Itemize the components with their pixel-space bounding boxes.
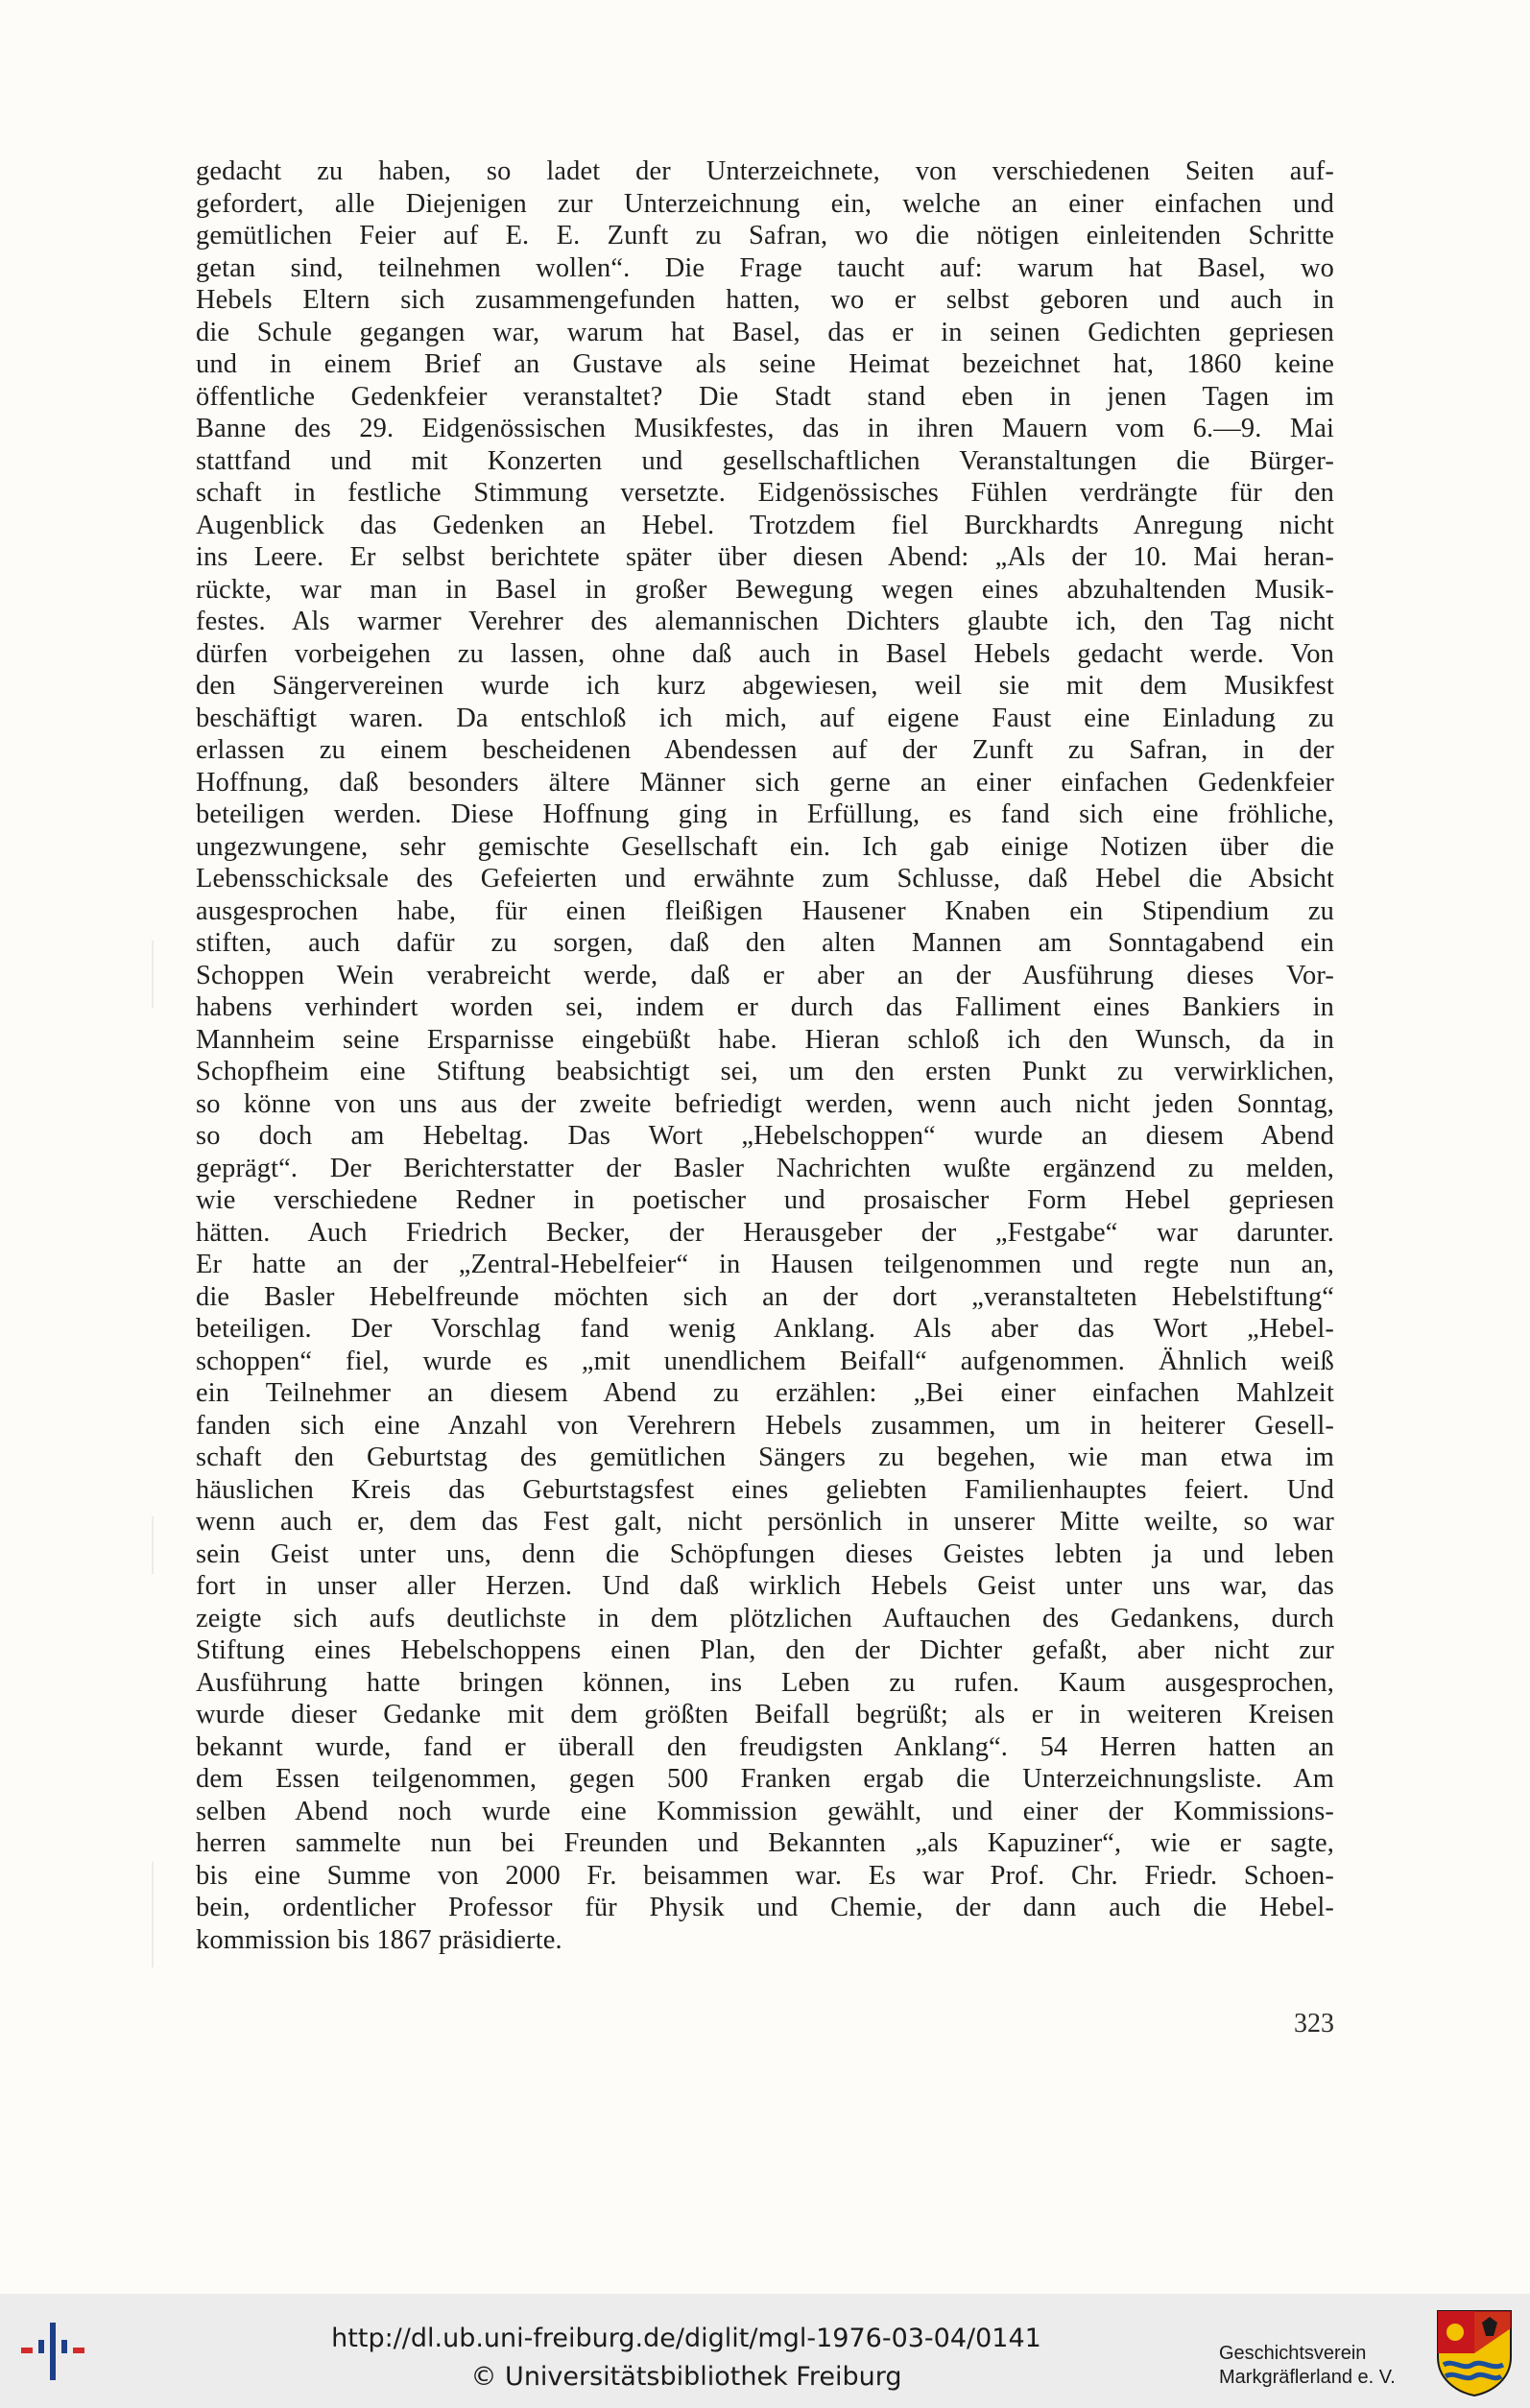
text-line: stiften, auch dafür zu sorgen, daß den alten Mannen am Sonntagabend ein	[196, 928, 1334, 958]
text-line: Hebels Eltern sich zusammengefunden hatten, wo er selbst geboren und auch in	[196, 285, 1334, 315]
text-line: dürfen vorbeigehen zu lassen, ohne daß auch in Basel Hebels gedacht werde. Von	[196, 638, 1334, 669]
text-line: gemütlichen Feier auf E. E. Zunft zu Safran, wo die nötigen einleitenden Schritte	[196, 221, 1334, 250]
permalink-url[interactable]: http://dl.ub.uni-freiburg.de/diglit/mgl-1976-03-04/0141	[331, 2324, 1041, 2353]
text-line: hätten. Auch Friedrich Becker, der Herausgeber der „Festgabe“ war darunter.	[196, 1217, 1334, 1248]
text-line: schaft in festliche Stimmung versetzte. Eidgenössisches Fühlen verdrängte für den	[196, 478, 1334, 508]
text-line: getan sind, teilnehmen wollen“. Die Frage taucht auf: warum hat Basel, wo	[196, 252, 1334, 283]
text-line: Banne des 29. Eidgenössischen Musikfestes, das in ihren Mauern vom 6.—9. Mai	[196, 414, 1334, 443]
text-line: so doch am Hebeltag. Das Wort „Hebelschoppen“ wurde an diesem Abend	[196, 1121, 1334, 1151]
text-line: ins Leere. Er selbst berichtete später über diesen Abend: „Als der 10. Mai heran-	[196, 542, 1334, 572]
body-text	[196, 155, 1334, 1956]
text-line: ein Teilnehmer an diesem Abend zu erzählen: „Bei einer einfachen Mahlzeit	[196, 1378, 1334, 1408]
scan-edge-mark	[152, 1862, 154, 1967]
text-line: Mannheim seine Ersparnisse eingebüßt habe. Hieran schloß ich den Wunsch, da in	[196, 1024, 1334, 1055]
text-line: Stiftung eines Hebelschoppens einen Plan, den der Dichter gefaßt, aber nicht zur	[196, 1635, 1334, 1665]
text-line: erlassen zu einem bescheidenen Abendessen auf der Zunft zu Safran, in der	[196, 735, 1334, 765]
text-line: fanden sich eine Anzahl von Verehrern Hebels zusammen, um in heiterer Gesell-	[196, 1410, 1334, 1441]
text-line: kommission bis 1867 präsidierte.	[196, 1924, 562, 1955]
text-line: die Schule gegangen war, warum hat Basel, das er in seinen Gedichten gepriesen	[196, 317, 1334, 347]
text-line: sein Geist unter uns, denn die Schöpfungen dieses Geistes lebten ja und leben	[196, 1538, 1334, 1569]
page-number: 323	[1294, 2009, 1334, 2038]
text-line: ausgesprochen habe, für einen fleißigen Hausener Knaben ein Stipendium zu	[196, 895, 1334, 926]
text-line: ungezwungene, sehr gemischte Gesellschaft ein. Ich gab einige Notizen über die	[196, 831, 1334, 862]
copyright-notice: © Universitätsbibliothek Freiburg	[470, 2362, 902, 2392]
scan-edge-mark	[152, 941, 154, 1008]
text-line: festes. Als warmer Verehrer des alemannischen Dichters glaubte ich, den Tag nicht	[196, 607, 1334, 636]
text-line: beteiligen werden. Diese Hoffnung ging in Erfüllung, es fand sich eine fröhliche,	[196, 799, 1334, 829]
text-line: stattfand und mit Konzerten und gesellschaftlichen Veranstaltungen die Bürger-	[196, 445, 1334, 476]
scan-edge-mark	[152, 1516, 154, 1574]
text-line: bis eine Summe von 2000 Fr. beisammen war. Es war Prof. Chr. Friedr. Schoen-	[196, 1860, 1334, 1891]
text-line: rückte, war man in Basel in großer Bewegung wegen eines abzuhaltenden Musik-	[196, 574, 1334, 605]
ub-freiburg-logo-icon[interactable]	[19, 2319, 98, 2384]
text-line: und in einem Brief an Gustave als seine Heimat bezeichnet hat, 1860 keine	[196, 349, 1334, 379]
text-line: dem Essen teilgenommen, gegen 500 Franken ergab die Unterzeichnungsliste. Am	[196, 1764, 1334, 1794]
text-line: wurde dieser Gedanke mit dem größten Beifall begrüßt; als er in weiteren Kreisen	[196, 1700, 1334, 1729]
text-line: die Basler Hebelfreunde möchten sich an der dort „veranstalteten Hebelstiftung“	[196, 1281, 1334, 1312]
text-line: selben Abend noch wurde eine Kommission gewählt, und einer der Kommissions-	[196, 1796, 1334, 1826]
text-line: häuslichen Kreis das Geburtstagsfest eines geliebten Familienhauptes feiert. Und	[196, 1474, 1334, 1505]
society-name-line: Markgräflerland e. V.	[1219, 2367, 1396, 2388]
text-line: wenn auch er, dem das Fest galt, nicht persönlich in unserer Mitte weilte, so war	[196, 1507, 1334, 1537]
text-line: bein, ordentlicher Professor für Physik und Chemie, der dann auch die Hebel-	[196, 1893, 1334, 1922]
text-line: öffentliche Gedenkfeier veranstaltet? Die Stadt stand eben in jenen Tagen im	[196, 381, 1334, 412]
text-line: gedacht zu haben, so ladet der Unterzeichnete, von verschiedenen Seiten auf-	[196, 156, 1334, 186]
text-line: geprägt“. Der Berichterstatter der Basler Nachrichten wußte ergänzend zu melden,	[196, 1153, 1334, 1183]
text-line: schoppen“ fiel, wurde es „mit unendlichem Beifall“ aufgenommen. Ähnlich weiß	[196, 1346, 1334, 1376]
text-line: Ausführung hatte bringen können, ins Leben zu rufen. Kaum ausgesprochen,	[196, 1667, 1334, 1698]
text-line: wie verschiedene Redner in poetischer und prosaischer Form Hebel gepriesen	[196, 1185, 1334, 1215]
text-line: schaft den Geburtstag des gemütlichen Sängers zu begehen, wie man etwa im	[196, 1442, 1334, 1472]
text-line: beschäftigt waren. Da entschloß ich mich, auf eigene Faust eine Einladung zu	[196, 703, 1334, 733]
society-name-line: Geschichtsverein	[1219, 2343, 1367, 2364]
text-line: habens verhindert worden sei, indem er durch das Falliment eines Bankiers in	[196, 992, 1334, 1022]
text-line: gefordert, alle Diejenigen zur Unterzeichnung ein, welche an einer einfachen und	[196, 188, 1334, 219]
text-line: so könne von uns aus der zweite befriedigt werden, wenn auch nicht jeden Sonntag,	[196, 1088, 1334, 1119]
text-line: fort in unser aller Herzen. Und daß wirklich Hebels Geist unter uns war, das	[196, 1571, 1334, 1601]
text-line: Er hatte an der „Zentral-Hebelfeier“ in Hausen teilgenommen und regte nun an,	[196, 1250, 1334, 1279]
text-line: Schoppen Wein verabreicht werde, daß er aber an der Ausführung dieses Vor-	[196, 960, 1334, 990]
text-line: Schopfheim eine Stiftung beabsichtigt sei, um den ersten Punkt zu verwirklichen,	[196, 1057, 1334, 1086]
text-line: bekannt wurde, fand er überall den freudigsten Anklang“. 54 Herren hatten an	[196, 1731, 1334, 1762]
text-line: beteiligen. Der Vorschlag fand wenig Anklang. Als aber das Wort „Hebel-	[196, 1314, 1334, 1344]
text-line: zeigte sich aufs deutlichste in dem plötzlichen Auftauchen des Gedankens, durch	[196, 1603, 1334, 1633]
footer-bar	[0, 2294, 1530, 2408]
coat-of-arms-icon[interactable]	[1434, 2307, 1515, 2397]
text-line: herren sammelte nun bei Freunden und Bekannten „als Kapuziner“, wie er sagte,	[196, 1828, 1334, 1858]
text-line: Augenblick das Gedenken an Hebel. Trotzdem fiel Burckhardts Anregung nicht	[196, 510, 1334, 540]
text-line: Lebensschicksale des Gefeierten und erwähnte zum Schlusse, daß Hebel die Absicht	[196, 864, 1334, 894]
text-line: Hoffnung, daß besonders ältere Männer sich gerne an einer einfachen Gedenkfeier	[196, 767, 1334, 798]
society-name	[1219, 2342, 1430, 2390]
text-line: den Sängervereinen wurde ich kurz abgewiesen, weil sie mit dem Musikfest	[196, 671, 1334, 701]
